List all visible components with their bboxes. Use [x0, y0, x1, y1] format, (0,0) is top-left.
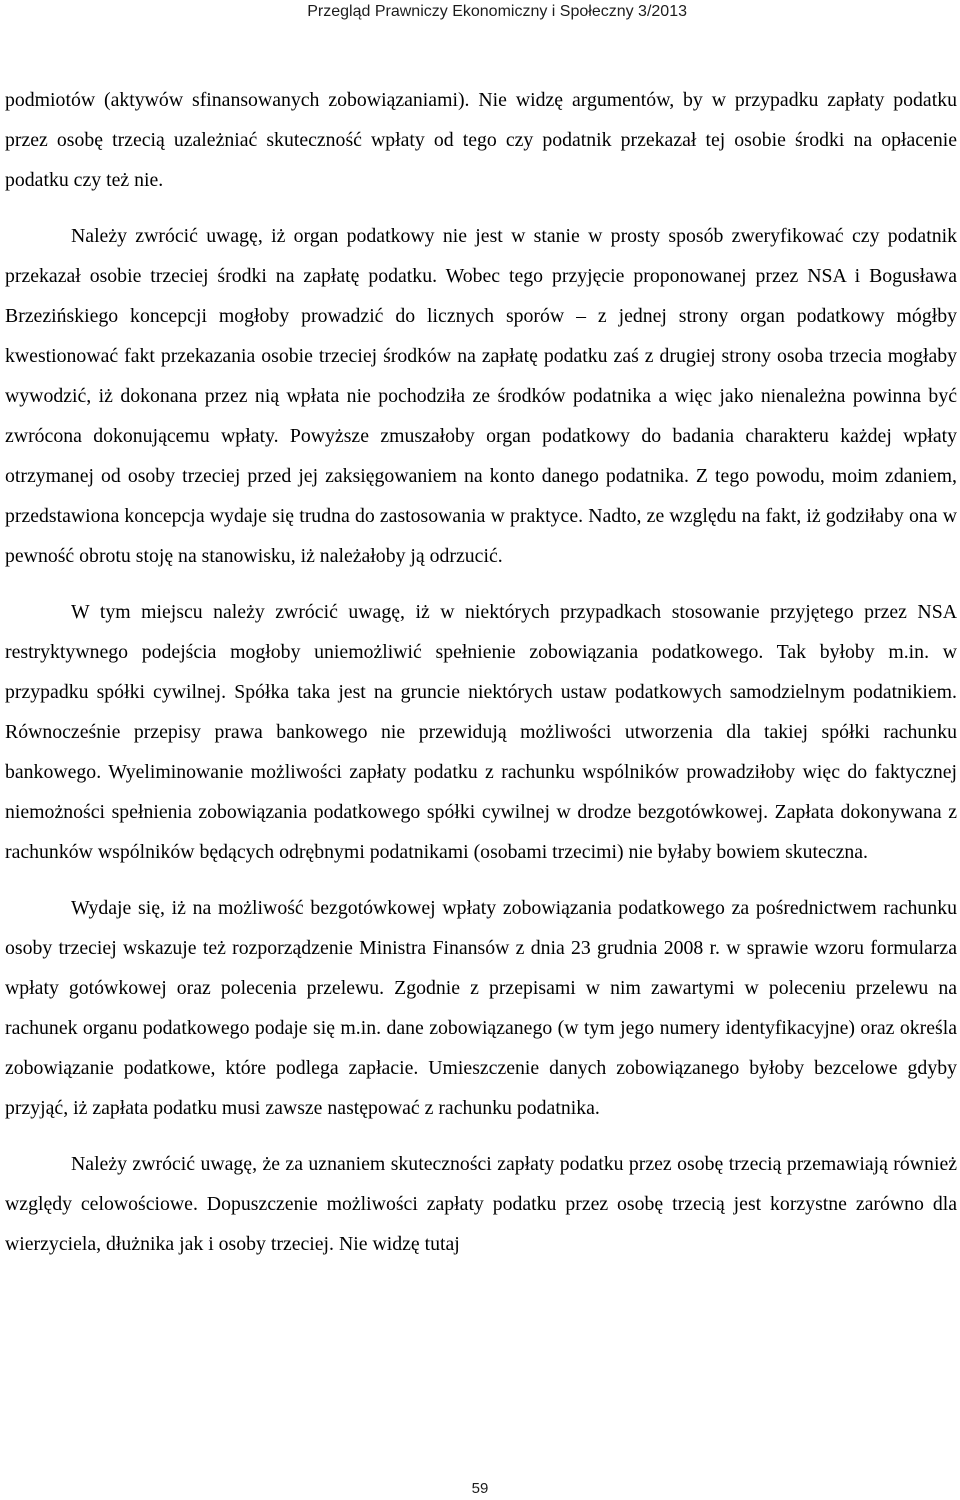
- page-number: 59: [471, 1480, 489, 1497]
- running-header: Przegląd Prawniczy Ekonomiczny i Społeczny 3/2013: [307, 3, 687, 20]
- paragraph: W tym miejscu należy zwrócić uwagę, iż w niektórych przypadkach stosowanie przyjętego przez NSA restryktywnego podejścia mogłoby uniemożliwić spełnienie zobowiązania podatkowego. Tak byłoby m.in. w przypadku spółki cywilnej. Spółka taka jest na gruncie niektórych ustaw podatkowych samodzielnym podatnikiem. Równocześnie przepisy prawa bankowego nie przewidują możliwości utworzenia dla takiej spółki rachunku bankowego. Wyeliminowanie możliwości zapłaty podatku z rachunku wspólników prowadziłoby więc do faktycznej niemożności spełnienia zobowiązania podatkowego spółki cywilnej w drodze bezgotówkowej. Zapłata dokonywana z rachunków wspólników będących odrębnymi podatnikami (osobami trzecimi) nie byłaby bowiem skuteczna.: [5, 601, 957, 863]
- paragraph: Należy zwrócić uwagę, iż organ podatkowy nie jest w stanie w prosty sposób zweryfikować czy podatnik przekazał osobie trzeciej środki na zapłatę podatku. Wobec tego przyjęcie proponowanej przez NSA i Bogusława Brzezińskiego koncepcji mogłoby prowadzić do licznych sporów – z jednej strony organ podatkowy mógłby kwestionować fakt przekazania osobie trzeciej środków na zapłatę podatku zaś z drugiej strony osoba trzecia mogłaby wywodzić, iż dokonana przez nią wpłata nie pochodziła ze środków podatnika a więc jako nienależna powinna być zwrócona dokonującemu wpłaty. Powyższe zmuszałoby organ podatkowy do badania charakteru każdej wpłaty otrzymanej od osoby trzeciej przed jej zaksięgowaniem na konto danego podatnika. Z tego powodu, moim zdaniem, przedstawiona koncepcja wydaje się trudna do zastosowania w praktyce. Nadto, ze względu na fakt, iż godziłaby ona w pewność obrotu stoję na stanowisku, iż należałoby ją odrzucić.: [5, 225, 957, 567]
- paragraph: Należy zwrócić uwagę, że za uznaniem skuteczności zapłaty podatku przez osobę trzecią przemawiają również względy celowościowe. Dopuszczenie możliwości zapłaty podatku przez osobę trzecią jest korzystne zarówno dla wierzyciela, dłużnika jak i osoby trzeciej. Nie widzę tutaj: [5, 1153, 957, 1255]
- paragraph-continuation: podmiotów (aktywów sfinansowanych zobowiązaniami). Nie widzę argumentów, by w przypadku zapłaty podatku przez osobę trzecią uzależniać skuteczność wpłaty od tego czy podatnik przekazał tej osobie środki na opłacenie podatku czy też nie.: [5, 89, 957, 191]
- document-body: [5, 80, 957, 1264]
- paragraph: Wydaje się, iż na możliwość bezgotówkowej wpłaty zobowiązania podatkowego za pośrednictwem rachunku osoby trzeciej wskazuje też rozporządzenie Ministra Finansów z dnia 23 grudnia 2008 r. w sprawie wzoru formularza wpłaty gotówkowej oraz polecenia przelewu. Zgodnie z przepisami w nim zawartymi w poleceniu przelewu na rachunek organu podatkowego podaje się m.in. dane zobowiązanego (w tym jego numery identyfikacyjne) oraz określa zobowiązanie podatkowe, które podlega zapłacie. Umieszczenie danych zobowiązanego byłoby bezcelowe gdyby przyjąć, iż zapłata podatku musi zawsze następować z rachunku podatnika.: [5, 897, 957, 1119]
